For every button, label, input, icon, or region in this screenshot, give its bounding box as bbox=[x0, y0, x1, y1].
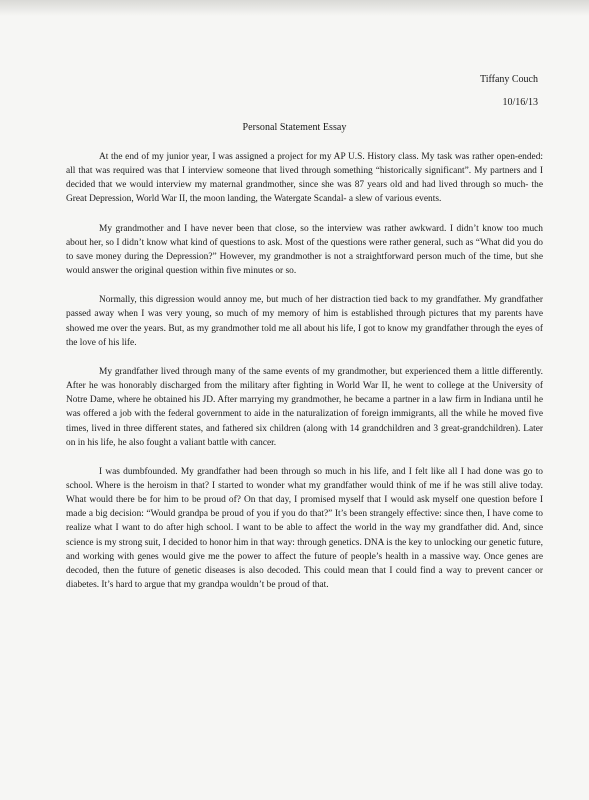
paragraph-4: My grandfather lived through many of the same events of my grandmother, but experienced them a little differently. After he was honorably discharged from the military after fighting in World War II, he went to college at the University of Notre Dame, where he obtained his JD. After marrying my grandmother, he became a partner in a law firm in Indiana until he was offered a job with the federal government to aide in the naturalization of foreign immigrants, all the while he moved five times, lived in three different states, and fathered six children (along with 14 grandchildren and 3 great-grandchildren). Later on in his life, he also fought a valiant battle with cancer. bbox=[66, 366, 543, 448]
essay-title: Personal Statement Essay bbox=[242, 122, 347, 133]
scan-edge bbox=[0, 0, 589, 16]
author-name: Tiffany Couch bbox=[479, 74, 538, 85]
essay-body bbox=[66, 150, 543, 592]
paragraph-2: My grandmother and I have never been that close, so the interview was rather awkward. I didn’t know too much about her, so I didn’t know what kind of questions to ask. Most of the questions were rather general, such as “What did you do to save money during the Depression?” However, my grandmother is not a straightforward person much of the time, but she would answer the original question within five minutes or so. bbox=[66, 223, 543, 277]
paragraph-5: I was dumbfounded. My grandfather had been through so much in his life, and I felt like all I had done was go to school. Where is the heroism in that? I started to wonder what my grandfather would think of me if he was still alive today. What would there be for him to be proud of? On that day, I promised myself that I would ask myself one question before I made a big decision: “Would grandpa be proud of you if you do that?” It’s been strangely effective: since then, I have come to realize what I want to do after high school. I want to be able to affect the world in the way my grandfather did. And, since science is my strong suit, I decided to honor him in that way: through genetics. DNA is the key to unlocking our genetic future, and working with genes would give me the power to affect the future of people’s health in a massive way. Once genes are decoded, then the future of genetic diseases is also decoded. This could mean that I could find a way to prevent cancer or diabetes. It’s hard to argue that my grandpa wouldn’t be proud of that. bbox=[66, 466, 543, 591]
essay-date: 10/16/13 bbox=[502, 97, 538, 108]
paragraph-1: At the end of my junior year, I was assigned a project for my AP U.S. History class. My task was rather open-ended: all that was required was that I interview someone that lived through something “historically significant”. My partners and I decided that we would interview my maternal grandmother, since she was 87 years old and had lived through so much- the Great Depression, World War II, the moon landing, the Watergate Scandal- a slew of various events. bbox=[66, 152, 543, 205]
paragraph-3: Normally, this digression would annoy me, but much of her distraction tied back to my grandfather. My grandfather passed away when I was very young, so much of my memory of him is established through pictures that my parents have showed me over the years. But, as my grandmother told me all about his life, I got to know my grandfather through the eyes of the love of his life. bbox=[66, 295, 543, 348]
